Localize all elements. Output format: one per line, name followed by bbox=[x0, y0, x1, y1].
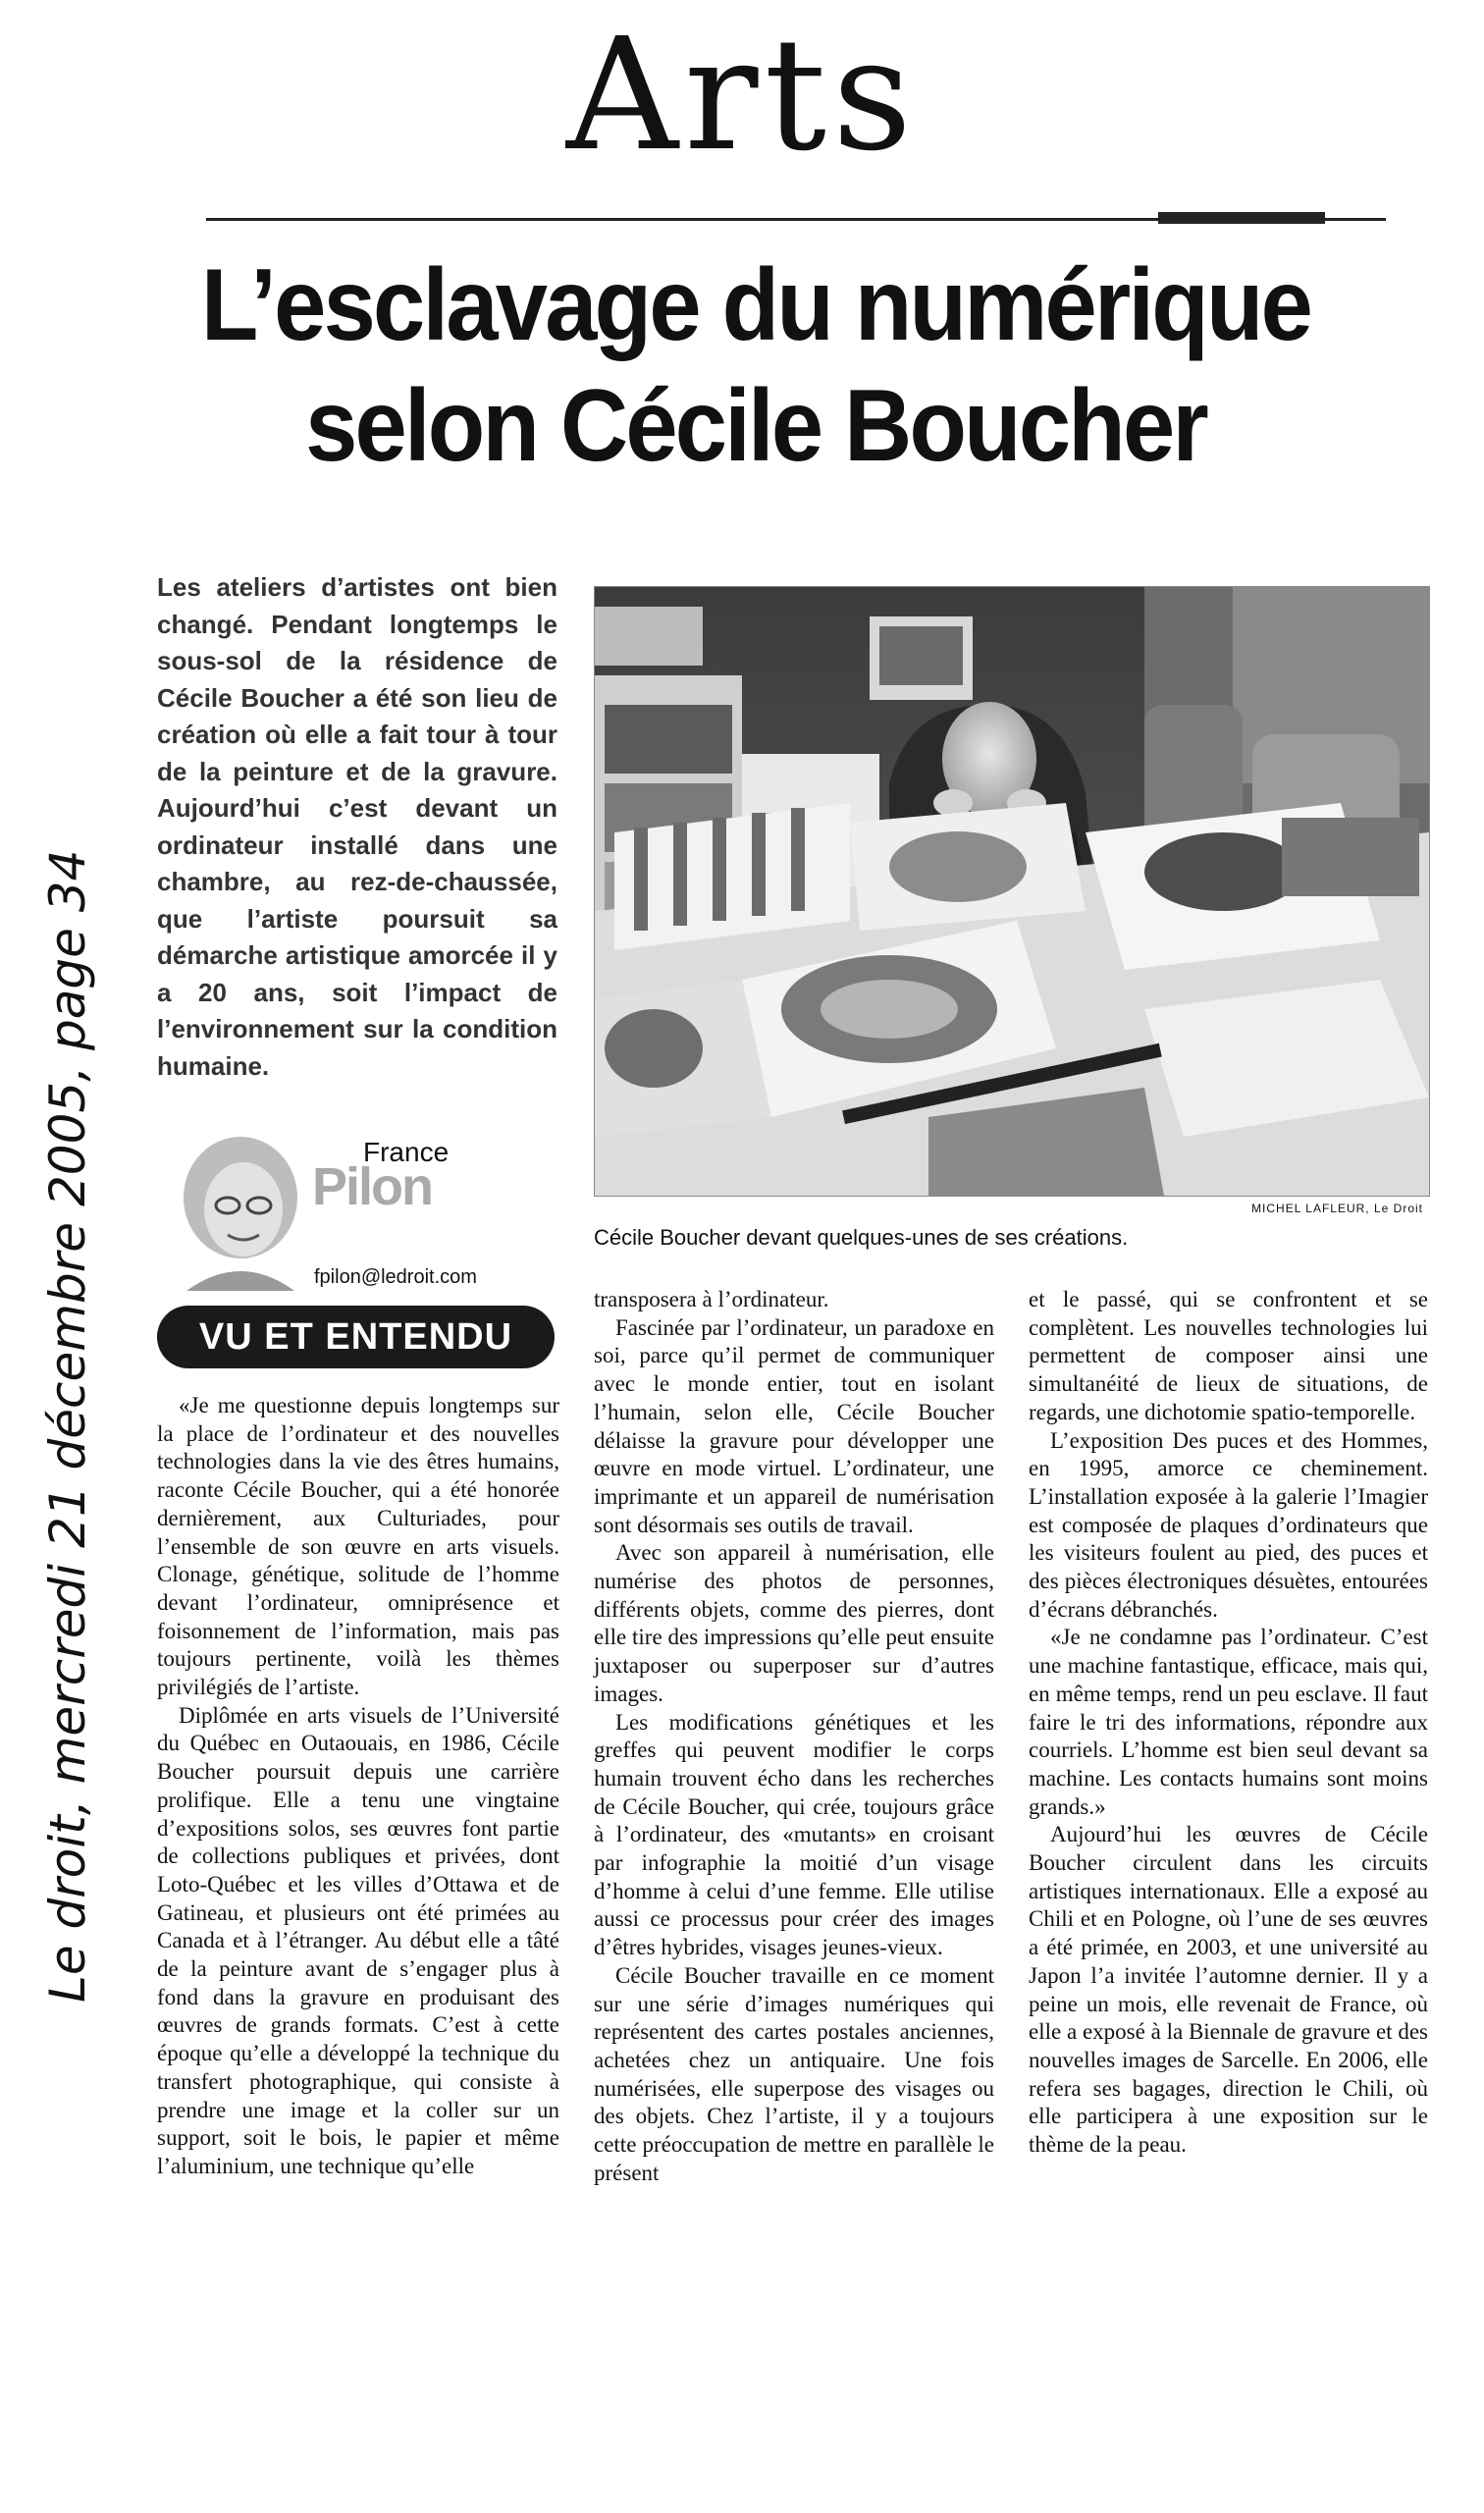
paragraph: Aujourd’hui les œuvres de Cécile Boucher circulent dans les circuits artistiques internationaux. Elle a exposé au Chili et en Pologne, où l’une de ses œuvres a été primée, en 2003, et une université au Japon l’a invitée l’automne dernier. Il y a peine un mois, elle revenait de France, où elle a exposé à la Biennale de gravure et des nouvelles images de Sarcelle. En 2006, elle refera ses bagages, direction le Chili, où elle participera à une exposition sur le thème de la peau. bbox=[1029, 1822, 1428, 2158]
paragraph: Cécile Boucher travaille en ce moment sur une série d’images numériques qui représentent des cartes postales anciennes, achetées chez un antiquaire. Une fois numérisées, elle superpose des visages ou des objets. Chez l’artiste, il y a toujours cette préoccupation de mettre en parallèle le présent bbox=[594, 1962, 994, 2185]
paragraph: «Je ne condamne pas l’ordinateur. C’est une machine fantastique, efficace, mais qui, en même temps, rend un peu esclave. Il faut faire le tri des informations, répondre aux courriels. L’homme est bien seul devant sa machine. Les contacts humains sont moins grands.» bbox=[1029, 1625, 1428, 1819]
publication-info: Le droit, mercredi 21 décembre 2005, page 34 bbox=[39, 849, 96, 2003]
body-column-1 bbox=[157, 1392, 559, 2181]
paragraph: Les modifications génétiques et les greffes qui peuvent modifier le corps humain trouvent écho dans les recherches de Cécile Boucher, qui crée, toujours grâce à l’ordinateur, des «mutants» en croisant par infographie la moitié d’un visage d’homme à celui d’une femme. Elle utilise aussi ce processus pour créer des images d’êtres hybrides, visages jeunes-vieux. bbox=[594, 1709, 994, 1960]
author-first-name: France bbox=[363, 1137, 450, 1167]
paragraph: «Je me questionne depuis longtemps sur la place de l’ordinateur et des nouvelles technologies dans la vie des êtres humains, raconte Cécile Boucher, qui a été honorée dernièrement, aux Culturiades, pour l’ensemble de son œuvre en arts visuels. Clonage, génétique, solitude de l’homme devant l’ordinateur, omniprésence et foisonnement de l’information, mais pas toujours pertinente, voilà les thèmes privilégiés de l’artiste. bbox=[157, 1393, 559, 1700]
column-banner: VU ET ENTENDU bbox=[157, 1306, 555, 1368]
headline-line-2: selon Cécile Boucher bbox=[305, 368, 1206, 483]
headline-line-1: L’esclavage du numérique bbox=[200, 248, 1311, 362]
body-column-3 bbox=[1029, 1286, 1428, 2160]
paragraph: transposera à l’ordinateur. bbox=[594, 1287, 829, 1311]
author-email: fpilon@ledroit.com bbox=[314, 1266, 477, 1288]
lede-paragraph: Les ateliers d’artistes ont bien changé. Pendant longtemps le sous-sol de la résidence de Cécile Boucher a été son lieu de création où elle a fait tour à tour de la peinture et de la gravure. Aujourd’hui c’est devant un ordinateur installé dans une chambre, au rez-de-chaussée, que l’artiste poursuit sa démarche artistique amorcée il y a 20 ans, soit l’impact de l’environnement sur la condition humaine. bbox=[157, 572, 557, 1081]
author-block bbox=[167, 1129, 559, 1296]
photo-credit: MICHEL LAFLEUR, Le Droit bbox=[1251, 1202, 1423, 1215]
paragraph: L’exposition Des puces et des Hommes, en 1995, amorce ce cheminement. L’installation exposée à la galerie l’Imagier est composée de plaques d’ordinateurs que les visiteurs foulent au pied, des puces et des pièces électroniques désuètes, entourées d’écrans débranchés. bbox=[1029, 1427, 1428, 1622]
paragraph: Diplômée en arts visuels de l’Université du Québec en Outaouais, en 1986, Cécile Boucher poursuit depuis une carrière prolifique. Elle a tenu une vingtaine d’expositions solos, ses œuvres font partie de collections publiques et privées, dont Loto-Québec et les villes d’Ottawa et de Gatineau, et plusieurs ont été primées au Canada et à l’étranger. Au début elle a tâté de la peinture avant de s’engager plus à fond dans la gravure en produisant des œuvres de grands formats. C’est à cette époque qu’elle a développé la technique du transfert photographique, qui consiste à prendre une image et la coller sur un support, soit le bois, le papier et même l’aluminium, une technique qu’elle bbox=[157, 1702, 559, 2178]
photo-caption: Cécile Boucher devant quelques-unes de ses créations. bbox=[594, 1225, 1129, 1250]
article-photo bbox=[594, 586, 1430, 1197]
author-photo bbox=[167, 1129, 314, 1291]
paragraph: et le passé, qui se confrontent et se complètent. Les nouvelles technologies lui permettent de composer ainsi une simultanéité de lieux de situations, de regards, une dichotomie spatio-temporelle. bbox=[1029, 1287, 1428, 1424]
section-rule-accent bbox=[1158, 212, 1325, 224]
headline bbox=[151, 245, 1361, 486]
section-title: Arts bbox=[565, 5, 919, 186]
paragraph: Fascinée par l’ordinateur, un paradoxe en soi, parce qu’il permet de communiquer avec le monde entier, tout en isolant l’humain, selon elle, Cécile Boucher délaisse la gravure pour développer une œuvre en mode virtuel. L’ordinateur, une imprimante et un appareil de numérisation sont désormais ses outils de travail. bbox=[594, 1314, 994, 1537]
photo-illustration bbox=[595, 587, 1429, 1196]
author-last-name: Pilon bbox=[312, 1157, 432, 1216]
body-column-2 bbox=[594, 1286, 994, 2188]
paragraph: Avec son appareil à numérisation, elle numérise des photos de personnes, différents objets, comme des pierres, dont elle tire des impressions qu’elle peut ensuite juxtaposer ou superposer sur d’autres images. bbox=[594, 1540, 994, 1706]
